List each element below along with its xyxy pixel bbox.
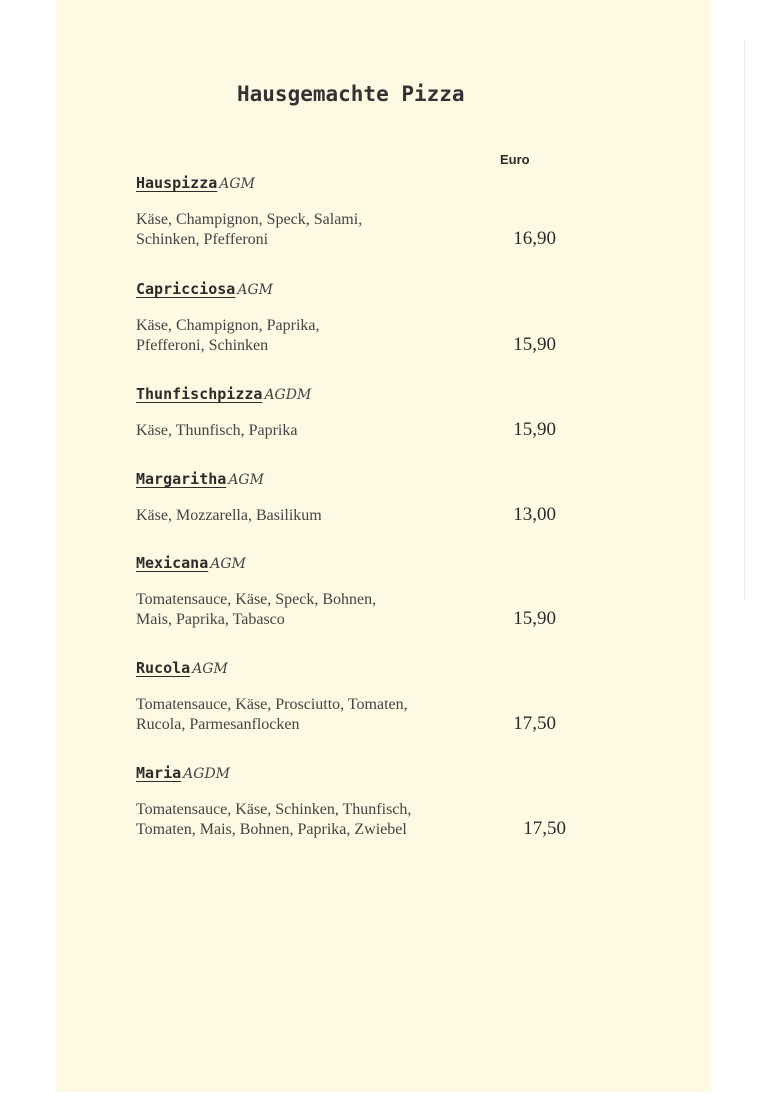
item-description <box>136 590 466 630</box>
item-description-line: Mais, Paprika, Tabasco <box>136 611 285 628</box>
item-description-line: Schinken, Pfefferoni <box>136 231 269 248</box>
allergen-tag: AGM <box>192 661 228 677</box>
item-description-line: Tomatensauce, Käse, Schinken, Thunfisch, <box>136 801 412 818</box>
item-description-line: Käse, Mozzarella, Basilikum <box>136 507 322 524</box>
item-description-line: Rucola, Parmesanflocken <box>136 716 300 733</box>
menu-item-mexicana <box>136 554 596 630</box>
item-description-line: Tomatensauce, Käse, Speck, Bohnen, <box>136 591 377 608</box>
item-description-line: Pfefferoni, Schinken <box>136 337 269 354</box>
item-description <box>136 421 466 441</box>
item-price: 15,90 <box>513 334 556 355</box>
menu-page <box>56 0 711 1092</box>
item-name: Rucola <box>136 659 191 677</box>
allergen-tag: AGM <box>237 282 273 298</box>
item-price: 17,50 <box>513 713 556 734</box>
menu-item-capricciosa <box>136 280 596 356</box>
item-name: Thunfischpizza <box>136 385 263 403</box>
item-description-line: Tomatensauce, Käse, Prosciutto, Tomaten, <box>136 696 408 713</box>
item-description <box>136 695 466 735</box>
item-name: Capricciosa <box>136 280 236 298</box>
allergen-tag: AGDM <box>264 387 312 403</box>
allergen-tag: AGM <box>210 556 246 572</box>
item-name: Hauspizza <box>136 174 218 192</box>
currency-label: Euro <box>500 152 530 167</box>
item-price: 15,90 <box>513 608 556 629</box>
item-price: 13,00 <box>513 504 556 525</box>
item-name: Mexicana <box>136 554 209 572</box>
item-description <box>136 506 466 526</box>
menu-item-maria <box>136 764 596 840</box>
item-price: 17,50 <box>523 818 566 839</box>
page-edge-line <box>744 40 745 600</box>
item-description <box>136 316 466 356</box>
item-description-line: Käse, Champignon, Speck, Salami, <box>136 211 363 228</box>
item-description-line: Tomaten, Mais, Bohnen, Paprika, Zwiebel <box>136 821 407 838</box>
item-description <box>136 210 466 250</box>
item-description-line: Käse, Champignon, Paprika, <box>136 317 320 334</box>
page-title: Hausgemachte Pizza <box>237 82 465 106</box>
allergen-tag: AGM <box>228 472 264 488</box>
allergen-tag: AGDM <box>183 766 231 782</box>
item-name: Margaritha <box>136 470 227 488</box>
allergen-tag: AGM <box>219 176 255 192</box>
item-description-line: Käse, Thunfisch, Paprika <box>136 422 298 439</box>
menu-item-hauspizza <box>136 174 596 250</box>
item-description <box>136 800 481 840</box>
menu-item-rucola <box>136 659 596 735</box>
item-price: 15,90 <box>513 419 556 440</box>
item-price: 16,90 <box>513 228 556 249</box>
menu-item-margaritha <box>136 470 596 526</box>
menu-item-thunfischpizza <box>136 385 596 441</box>
item-name: Maria <box>136 764 182 782</box>
